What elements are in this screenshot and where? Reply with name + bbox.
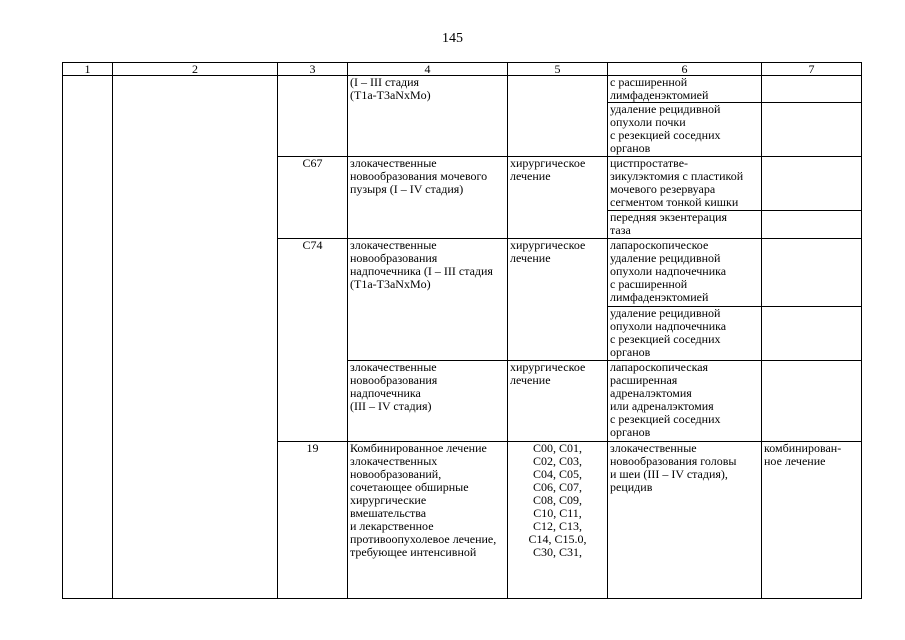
cell-code — [278, 76, 348, 157]
cell-extra — [762, 307, 862, 361]
treatment-table — [62, 62, 862, 599]
cell-treatment-type: хирургическое лечение — [508, 157, 608, 239]
cell-diagnosis: (I – III стадия (T1a-T3aNxMo) — [348, 76, 508, 157]
cell-method: с расширенной лимфаденэктомией — [608, 76, 762, 103]
header-row — [63, 63, 862, 76]
cell-diagnosis: злокачественные новообразования надпочечника (I – III стадия (T1a-T3aNxMo) — [348, 239, 508, 361]
cell-num — [63, 76, 113, 599]
cell-code — [278, 361, 348, 442]
cell-extra — [762, 157, 862, 211]
cell-extra — [762, 103, 862, 157]
cell-extra — [762, 361, 862, 442]
cell-treatment-type — [508, 76, 608, 157]
cell-diagnosis: злокачественные новообразования надпочечника (III – IV стадия) — [348, 361, 508, 442]
cell-name: Комбинированное лечение злокачественных новообразований, сочетающее обширные хирургические вмешательства и лекарственное противоопухолевое лечение, требующее интенсивной — [348, 442, 508, 599]
col-header-5: 5 — [508, 63, 608, 76]
col-header-2: 2 — [113, 63, 278, 76]
cell-method: лапароскопическое удаление рецидивной опухоли надпочечника с расширенной лимфаденэктомией — [608, 239, 762, 307]
cell-treatment-type: хирургическое лечение — [508, 361, 608, 442]
cell-code: C74 — [278, 239, 348, 361]
col-header-6: 6 — [608, 63, 762, 76]
cell-num: 19 — [278, 442, 348, 599]
cell-method: лапароскопическая расширенная адреналэктомия или адреналэктомия с резекцией соседних органов — [608, 361, 762, 442]
cell-extra — [762, 239, 862, 307]
table-row — [63, 76, 862, 103]
cell-name — [113, 76, 278, 599]
cell-extra — [762, 76, 862, 103]
col-header-7: 7 — [762, 63, 862, 76]
cell-method: удаление рецидивной опухоли надпочечника с резекцией соседних органов — [608, 307, 762, 361]
cell-codes: C00, C01, C02, C03, C04, C05, C06, C07, C08, C09, C10, C11, C12, C13, C14, C15.0, C30, C31, — [508, 442, 608, 599]
cell-code: C67 — [278, 157, 348, 239]
cell-extra — [762, 211, 862, 239]
cell-treatment-type: комбинирован- ное лечение — [762, 442, 862, 599]
col-header-1: 1 — [63, 63, 113, 76]
cell-treatment-type: хирургическое лечение — [508, 239, 608, 361]
col-header-3: 3 — [278, 63, 348, 76]
page-number: 145 — [442, 31, 463, 46]
cell-method: удаление рецидивной опухоли почки с резекцией соседних органов — [608, 103, 762, 157]
cell-diagnosis: злокачественные новообразования мочевого пузыря (I – IV стадия) — [348, 157, 508, 239]
cell-method: цистпростатве- зикулэктомия с пластикой мочевого резервуара сегментом тонкой кишки — [608, 157, 762, 211]
cell-method: передняя экзентерация таза — [608, 211, 762, 239]
col-header-4: 4 — [348, 63, 508, 76]
cell-diagnosis: злокачественные новообразования головы и шеи (III – IV стадия), рецидив — [608, 442, 762, 599]
